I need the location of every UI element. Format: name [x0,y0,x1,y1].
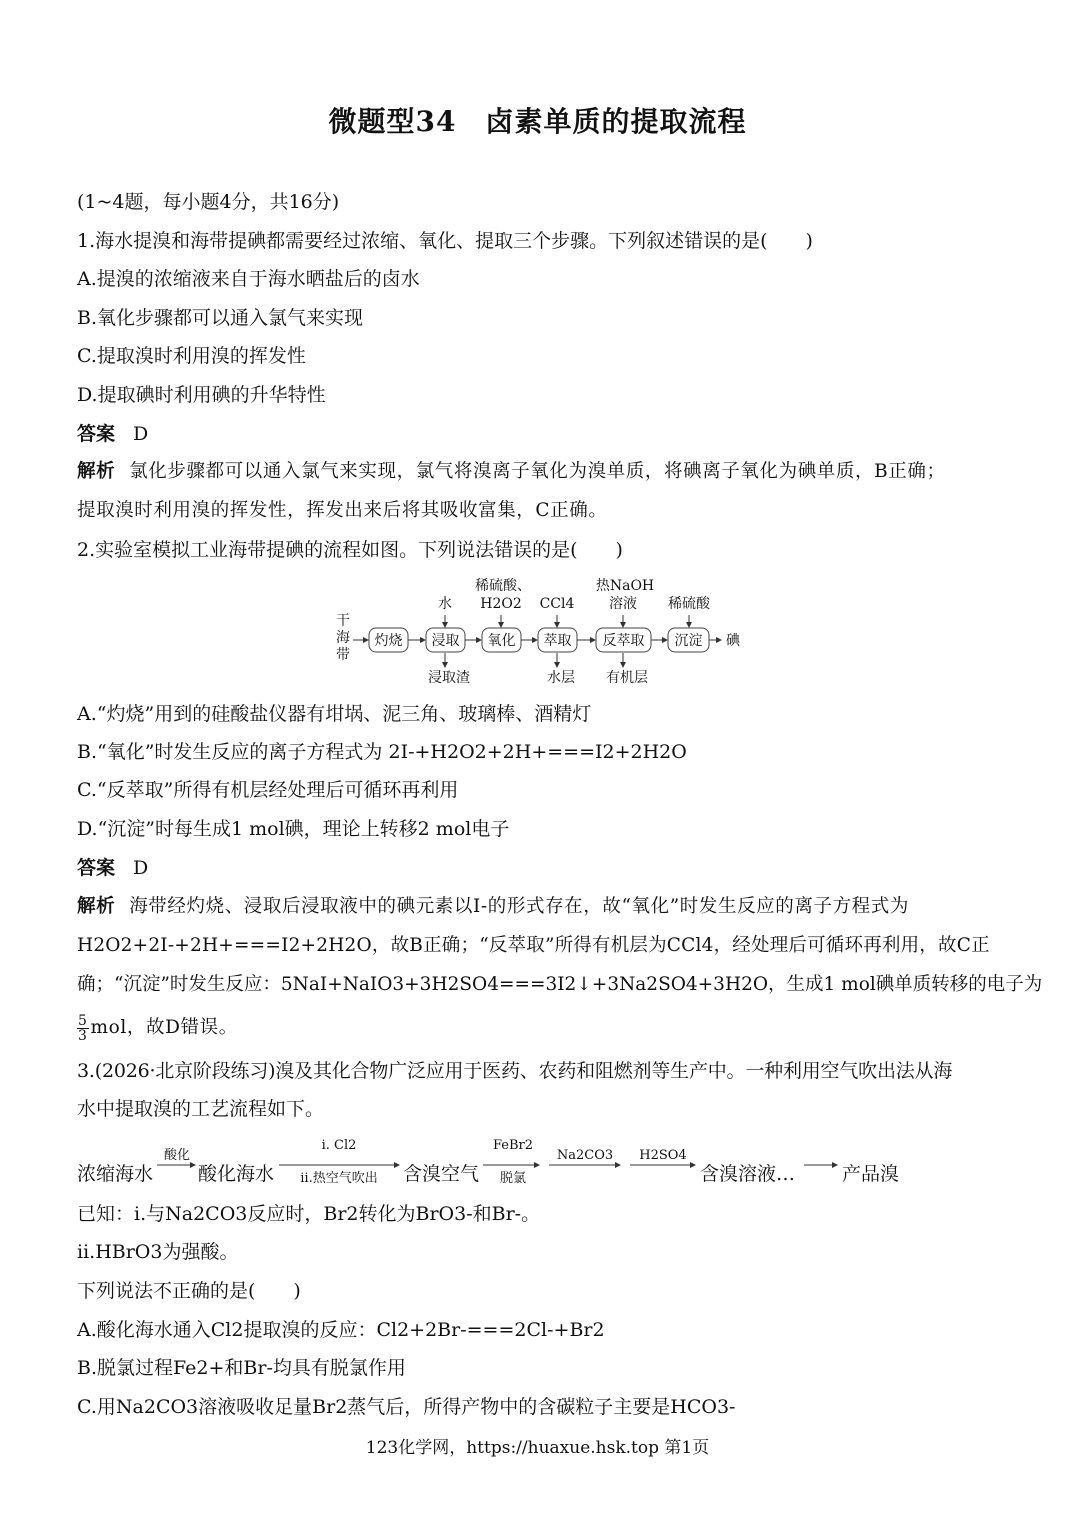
answer-value: D [133,423,149,445]
q2-analysis-line2: H2O2+2I-+2H+===I2+2H2O，故B正确；“反萃取”所得有机层为CCl4，经处理后可循环再利用，故C正 [77,935,990,956]
q1-analysis-line2: 提取溴时利用溴的挥发性，挥发出来后将其吸收富集，C正确。 [77,500,608,521]
fraction [77,1014,89,1043]
flow2-arrow3-bottom: 脱氯 [499,1171,527,1186]
flow2-node-air: 含溴空气 [403,1163,480,1185]
q1-option-d: D.提取碘时利用碘的升华特性 [77,384,326,406]
flow-start-2: 海 [336,630,350,646]
analysis-label: 解析 [77,461,116,482]
q1-stem: 1.海水提溴和海带提碘都需要经过浓缩、氧化、提取三个步骤。下列叙述错误的是( ) [77,230,813,252]
flow-reagent-solution: 溶液 [609,596,637,612]
q1-option-a: A.提溴的浓缩液来自于海水晒盐后的卤水 [77,268,420,290]
flow-output-organic: 有机层 [606,670,648,686]
flow-step-burn: 灼烧 [374,633,403,649]
flow2-node-product: 产品溴 [842,1163,900,1185]
flow2-node-acidified: 酸化海水 [198,1163,275,1185]
flow-step-back-extract: 反萃取 [602,633,645,649]
flow2-node-seawater: 浓缩海水 [77,1163,154,1185]
page-footer: 123化学网，https://huaxue.hsk.top 第1页 [365,1438,710,1458]
q2-option-b-equation: 2I-+H2O2+2H+===I2+2H2O [388,741,687,763]
q2-analysis-line3: 确；“沉淀”时发生反应：5NaI+NaIO3+3H2SO4===3I2↓+3Na2SO4+3H2O，生成1 mol碘单质转移的电子为 [77,974,1043,995]
q2-option-b-text: B.“氧化”时发生反应的离子方程式为 [77,741,383,763]
flow-reagent-naoh: 热NaOH [595,578,655,594]
q1-option-b: B.氧化步骤都可以通入氯气来实现 [77,307,364,329]
q2-answer [77,856,997,880]
analysis-text: mol，故D错误。 [90,1017,238,1038]
q2-option-c: C.“反萃取”所得有机层经处理后可循环再利用 [77,779,459,801]
flow-reagent-water: 水 [438,596,452,612]
flow2-arrow2-top: ⅰ. Cl2 [321,1138,357,1153]
q3-known-2: ⅱ.HBrO3为强酸。 [77,1241,239,1263]
flow2-arrow2-bottom: ⅱ.热空气吹出 [300,1171,378,1186]
flow-reagent-h2so4-2: 稀硫酸 [668,596,710,612]
flow2-arrow1-label: 酸化 [163,1148,191,1163]
q1-option-c: C.提取溴时利用溴的挥发性 [77,345,306,367]
q3-stem-line2: 水中提取溴的工艺流程如下。 [77,1098,325,1120]
flow-start-1: 干 [336,613,350,629]
flow-step-extract: 萃取 [543,633,572,649]
analysis-text: 海带经灼烧、浸取后浸取液中的碘元素以I-的形式存在，故“氧化”时发生反应的离子方程式为 [129,896,909,917]
fraction-denominator: 3 [78,1027,88,1044]
answer-value: D [133,857,149,879]
answer-label: 答案 [77,857,116,879]
answer-label: 答案 [77,423,116,445]
flow-output-aqueous: 水层 [547,670,575,686]
q3-option-a: A.酸化海水通入Cl2提取溴的反应：Cl2+2Br-===2Cl-+Br2 [77,1319,605,1341]
q3-known-1: 已知：ⅰ.与Na2CO3反应时，Br2转化为BrO3-和Br-。 [77,1203,541,1225]
q1-analysis-line1 [77,460,997,484]
flow2-arrow3-top: FeBr2 [492,1138,534,1153]
flow-reagent-h2so4: 稀硫酸、 [475,578,531,594]
q3-option-b: B.脱氯过程Fe2+和Br-均具有脱氯作用 [77,1357,406,1379]
flow-reagent-ccl4: CCl4 [539,596,575,612]
kelp-iodine-flowchart [333,575,743,690]
flow-start-3: 带 [336,647,350,663]
flow2-arrow4-top: Na2CO3 [556,1148,614,1163]
q3-stem-line1: 3.(2026·北京阶段练习)溴及其化合物广泛应用于医药、农药和阻燃剂等生产中。一种利用空气吹出法从海 [77,1060,953,1082]
q2-option-b [77,740,997,764]
q2-analysis-line1 [77,895,997,919]
flow-output-residue: 浸取渣 [428,670,470,686]
q2-option-a: A.“灼烧”用到的硅酸盐仪器有坩埚、泥三角、玻璃棒、酒精灯 [77,703,592,725]
analysis-text: 氯化步骤都可以通入氯气来实现，氯气将溴离子氧化为溴单质，将碘离子氧化为碘单质，B正确； [129,461,946,482]
q1-answer [77,422,997,446]
flow2-node-solution: 含溴溶液… [700,1163,796,1185]
flow-step-oxidize: 氧化 [487,633,516,649]
q2-stem: 2.实验室模拟工业海带提碘的流程如图。下列说法错误的是( ) [77,539,623,561]
flow-reagent-h2o2: H2O2 [480,596,522,612]
q2-option-d: D.“沉淀”时每生成1 mol碘，理论上转移2 mol电子 [77,818,510,840]
flow2-arrow5-top: H2SO4 [639,1148,687,1163]
q3-question: 下列说法不正确的是( ) [77,1280,301,1302]
flow-step-precipitate: 沉淀 [674,633,703,649]
page-title: 微题型34 卤素单质的提取流程 [328,105,747,138]
q3-option-c: C.用Na2CO3溶液吸收足量Br2蒸气后，所得产物中的含碳粒子主要是HCO3- [77,1396,736,1418]
bromine-extraction-flowchart [77,1135,917,1190]
analysis-label: 解析 [77,896,116,917]
flow-step-leach: 浸取 [431,633,460,649]
flow-end: 碘 [726,633,740,649]
q2-analysis-line4 [77,1010,997,1046]
intro-text: (1~4题，每小题4分，共16分) [77,191,340,213]
fraction-numerator: 5 [78,1012,88,1029]
